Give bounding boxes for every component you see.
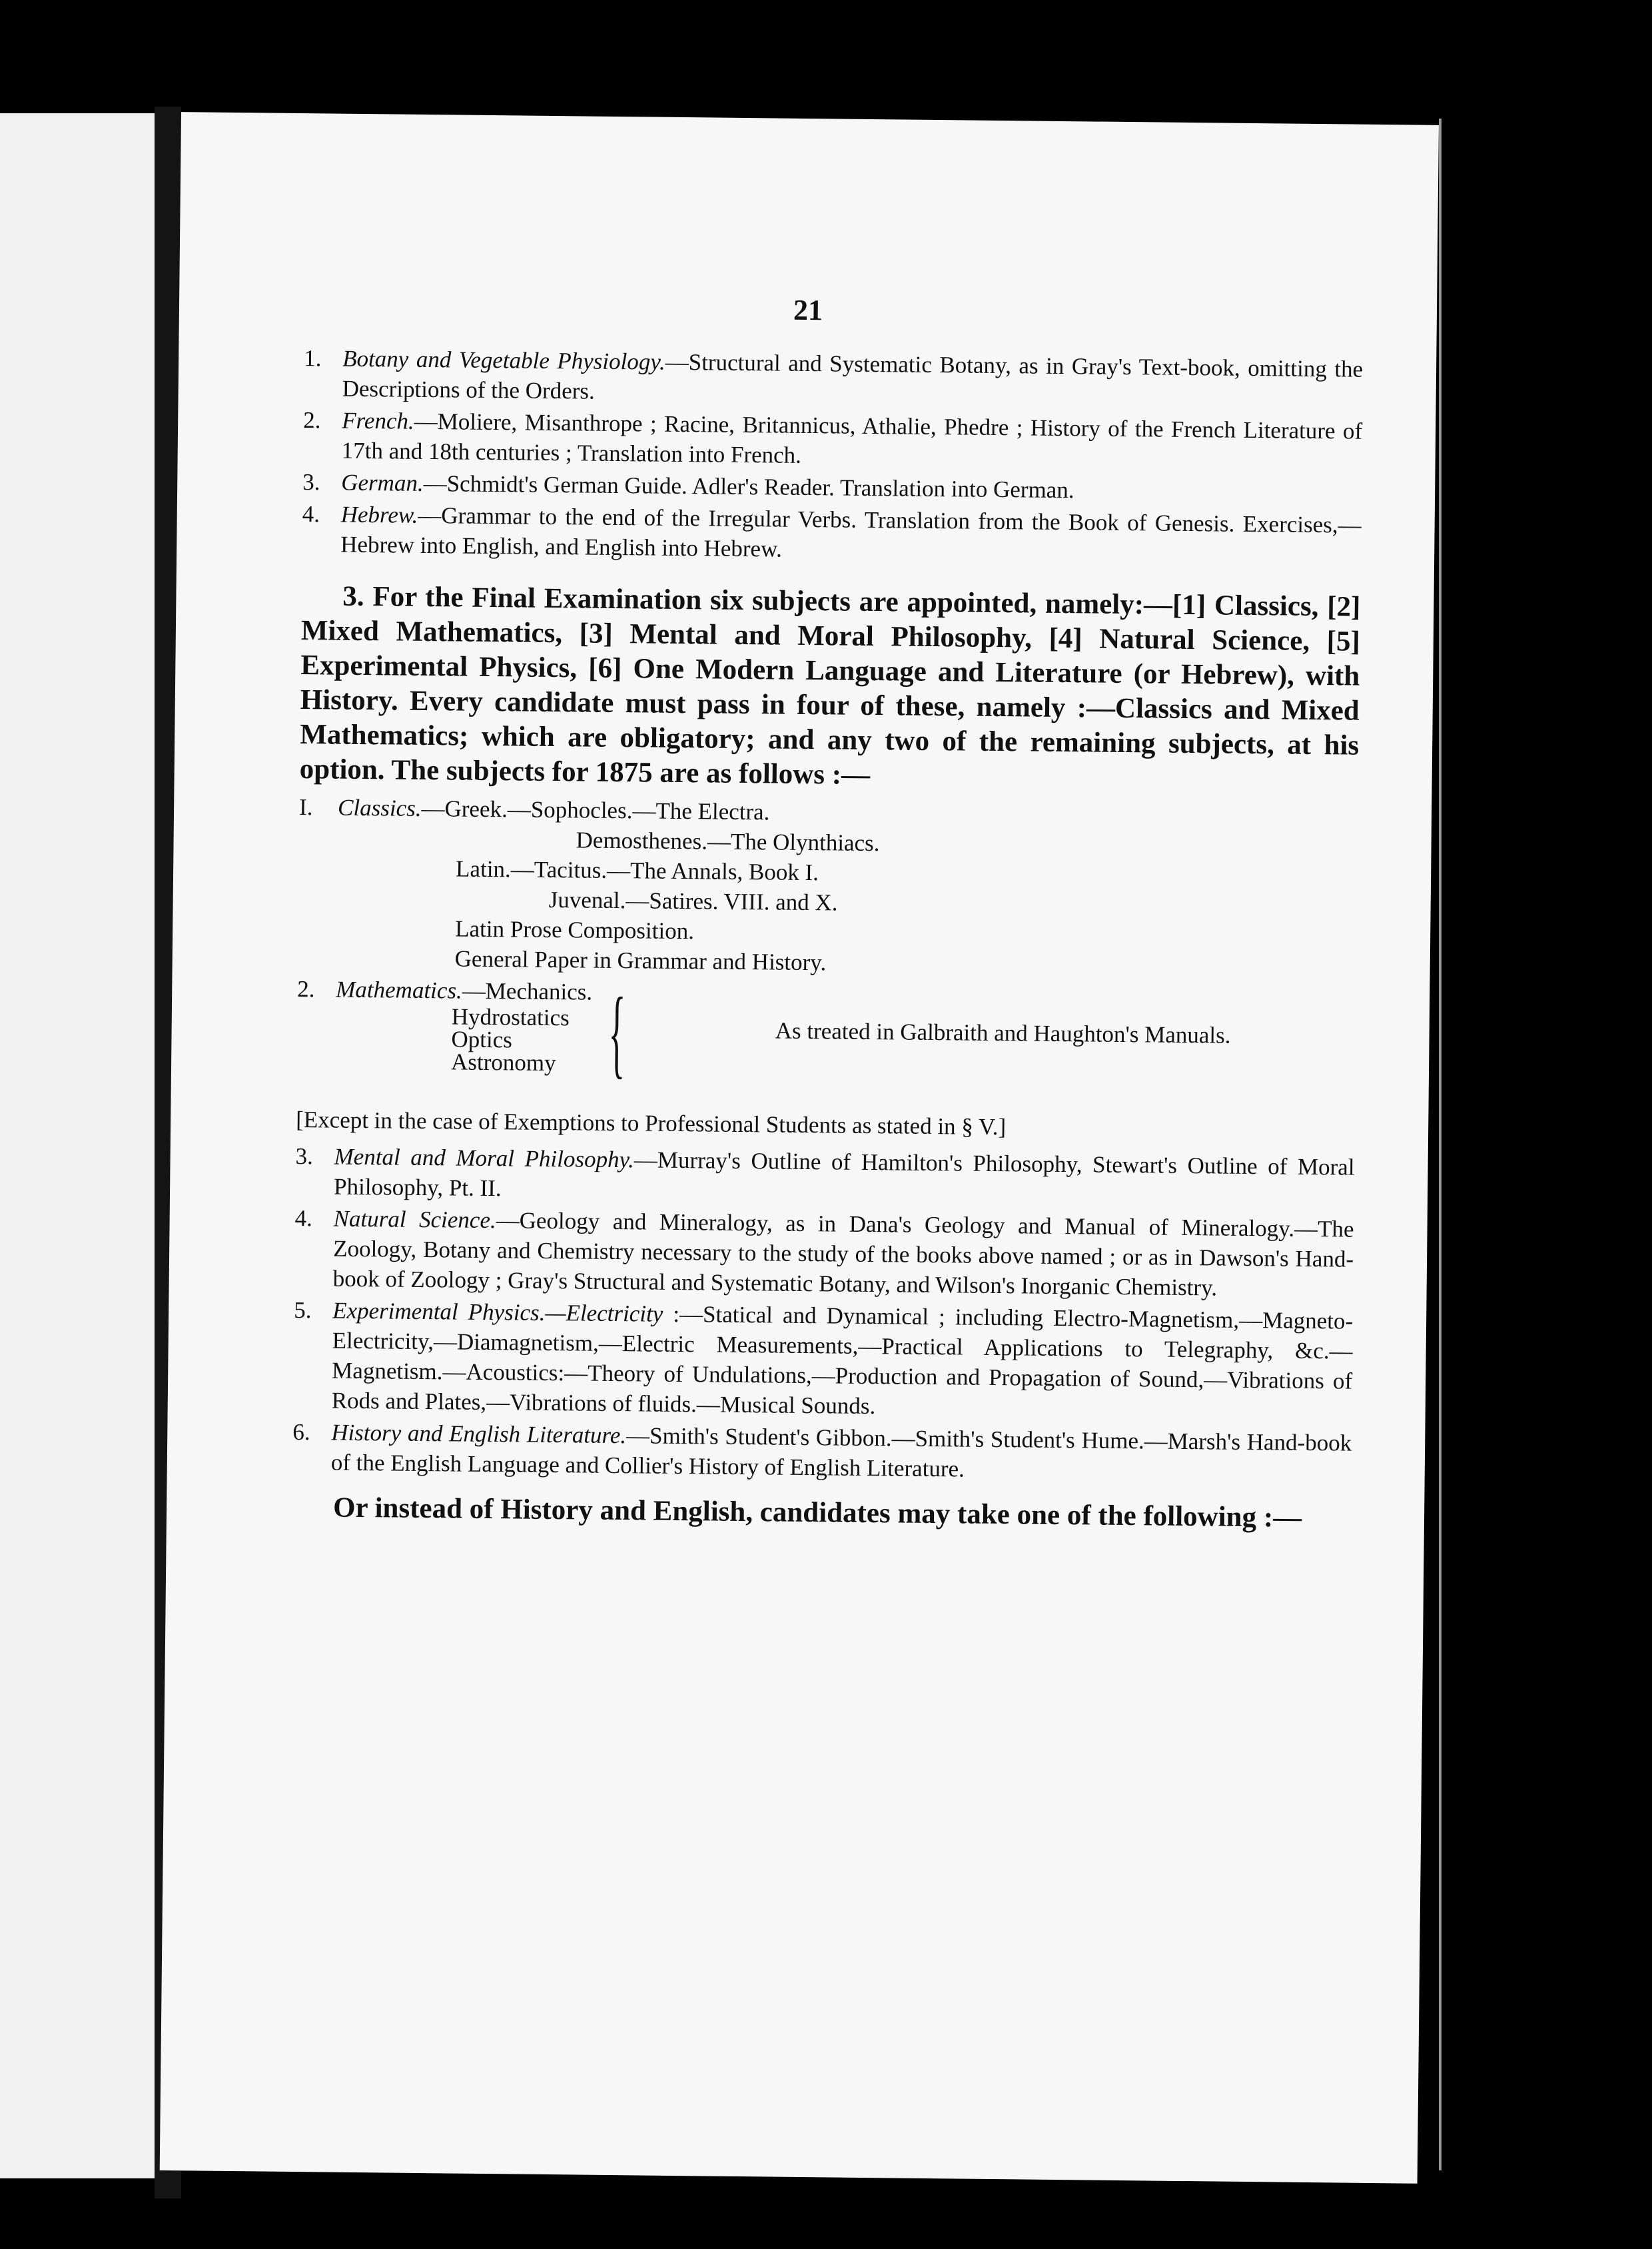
- final-exam-paragraph: 3. For the Final Examination six subjects are appointed, namely:—[1] Classics, [2] Mixed Mathematics, [3] Mental and Moral Philosophy, [4] Natural Science, [5] Experimental Physics, [6] One Modern Language and Literature (or Hebrew), with History. Every candidate must pass in four of these, namely :—Classics and Mixed Mathematics; which are obligatory; and any two of the remaining subjects, at his option. The subjects for 1875 are as follows :—: [299, 580, 1361, 791]
- item-text: —Murray's Outline of Hamilton's Philosophy, Stewart's Outline of Moral Philosophy, Pt. II.: [333, 1146, 1355, 1202]
- exemption-note: [Except in the case of Exemptions to Professional Students as stated in § V.]: [296, 1107, 1007, 1140]
- item-number: 4.: [302, 501, 320, 528]
- classics-prose-line: Latin Prose Composition.: [455, 915, 695, 945]
- item-number: 3.: [302, 469, 320, 496]
- final-item-philosophy: [295, 1141, 1355, 1212]
- item-title: Hebrew.: [340, 501, 418, 528]
- math-subject: Astronomy: [450, 1049, 556, 1077]
- item-number: 2.: [297, 976, 315, 1003]
- prelim-item-hebrew: [302, 499, 1362, 570]
- item-title: Natural Science.: [333, 1205, 496, 1234]
- final-item-physics: [293, 1295, 1354, 1426]
- item-number: 3.: [295, 1142, 314, 1170]
- final-item-natural-science: [294, 1203, 1354, 1304]
- classics-general-paper-line: General Paper in Grammar and History.: [454, 945, 827, 976]
- math-subject: Hydrostatics: [451, 1003, 570, 1031]
- item-number: 6.: [292, 1418, 310, 1446]
- left-page-edge: [0, 113, 155, 2178]
- classics-latin-line: Latin.—Tacitus.—The Annals, Book I.: [455, 855, 819, 886]
- document-page: [160, 112, 1439, 2184]
- item-number: 1.: [303, 345, 322, 372]
- final-item-history: [292, 1417, 1352, 1488]
- item-title: Classics.: [337, 794, 422, 821]
- prelim-item-french: [303, 405, 1363, 476]
- item-number: 5.: [294, 1296, 312, 1324]
- item-number: I.: [298, 794, 313, 821]
- classics-greek-line: Classics.—Greek.—Sophocles.—The Electra.: [337, 794, 770, 825]
- item-number: 4.: [294, 1204, 313, 1232]
- item-title: German.: [341, 469, 424, 496]
- curly-brace: {: [608, 977, 626, 1089]
- prelim-item-botany: [303, 343, 1363, 414]
- mathematics-note: As treated in Galbraith and Haughton's Manuals.: [775, 1017, 1231, 1049]
- classics-demosthenes-line: Demosthenes.—The Olynthiacs.: [576, 827, 880, 857]
- item-text: —Smith's Student's Gibbon.—Smith's Student's Hume.—Marsh's Hand-book of the English Language and Collier's History of English Literature.: [330, 1422, 1352, 1482]
- item-title: Mathematics.: [336, 976, 463, 1004]
- item-text: —Geology and Mineralogy, as in Dana's Geology and Manual of Mineralogy.—The Zoology, Botany and Chemistry necessary to the study of the books above named ; or as in Dawson's Hand-book of Zoology ; Gray's Structural and Systematic Botany, and Wilson's Inorganic Chemistry.: [332, 1207, 1354, 1301]
- mathematics-subjects: [451, 1005, 570, 1075]
- item-title: French.: [342, 407, 414, 434]
- item-text: —Structural and Systematic Botany, as in Gray's Text-book, omitting the Descriptions of the Orders.: [342, 348, 1364, 404]
- item-title: History and English Literature.: [331, 1419, 627, 1449]
- item-number: 2.: [303, 407, 321, 434]
- classics-juvenal-line: Juvenal.—Satires. VIII. and X.: [548, 886, 838, 916]
- math-subject: Optics: [451, 1026, 513, 1053]
- page-content: [292, 343, 1363, 1536]
- page-number: 21: [793, 293, 823, 327]
- item-text: —Grammar to the end of the Irregular Verbs. Translation from the Book of Genesis. Exercises,—Hebrew into English, and English into Hebrew.: [340, 502, 1362, 562]
- item-title: Mental and Moral Philosophy.: [334, 1143, 635, 1173]
- item-text: :—Statical and Dynamical ; including Electro-Magnetism,—Magneto-Electricity,—Diamagnetism,—Electric Measurements,—Practical Applications to Telegraphy, &c.—Magnetism.—Acoustics:—Theory of Undulations,—Production and Propagation of Sound,—Vibrations of Rods and Plates,—Vibrations of fluids.—Musical Sounds.: [331, 1300, 1354, 1420]
- item-text: —Moliere, Misanthrope ; Racine, Britannicus, Athalie, Phedre ; History of the French Literature of 17th and 18th centuries ; Translation into French.: [341, 408, 1363, 468]
- mathematics-line: Mathematics.—Mechanics.: [336, 976, 593, 1005]
- closing-paragraph: Or instead of History and English, candidates may take one of the following :—: [332, 1492, 1302, 1534]
- page-edge-right: [1439, 119, 1442, 2170]
- item-title: Experimental Physics.—Electricity: [332, 1297, 663, 1327]
- final-item-mathematics: [296, 974, 1357, 1112]
- item-title: Botany and Vegetable Physiology.: [342, 345, 665, 375]
- item-text: —Schmidt's German Guide. Adler's Reader. Translation into German.: [423, 470, 1074, 504]
- final-item-classics: [298, 792, 1359, 983]
